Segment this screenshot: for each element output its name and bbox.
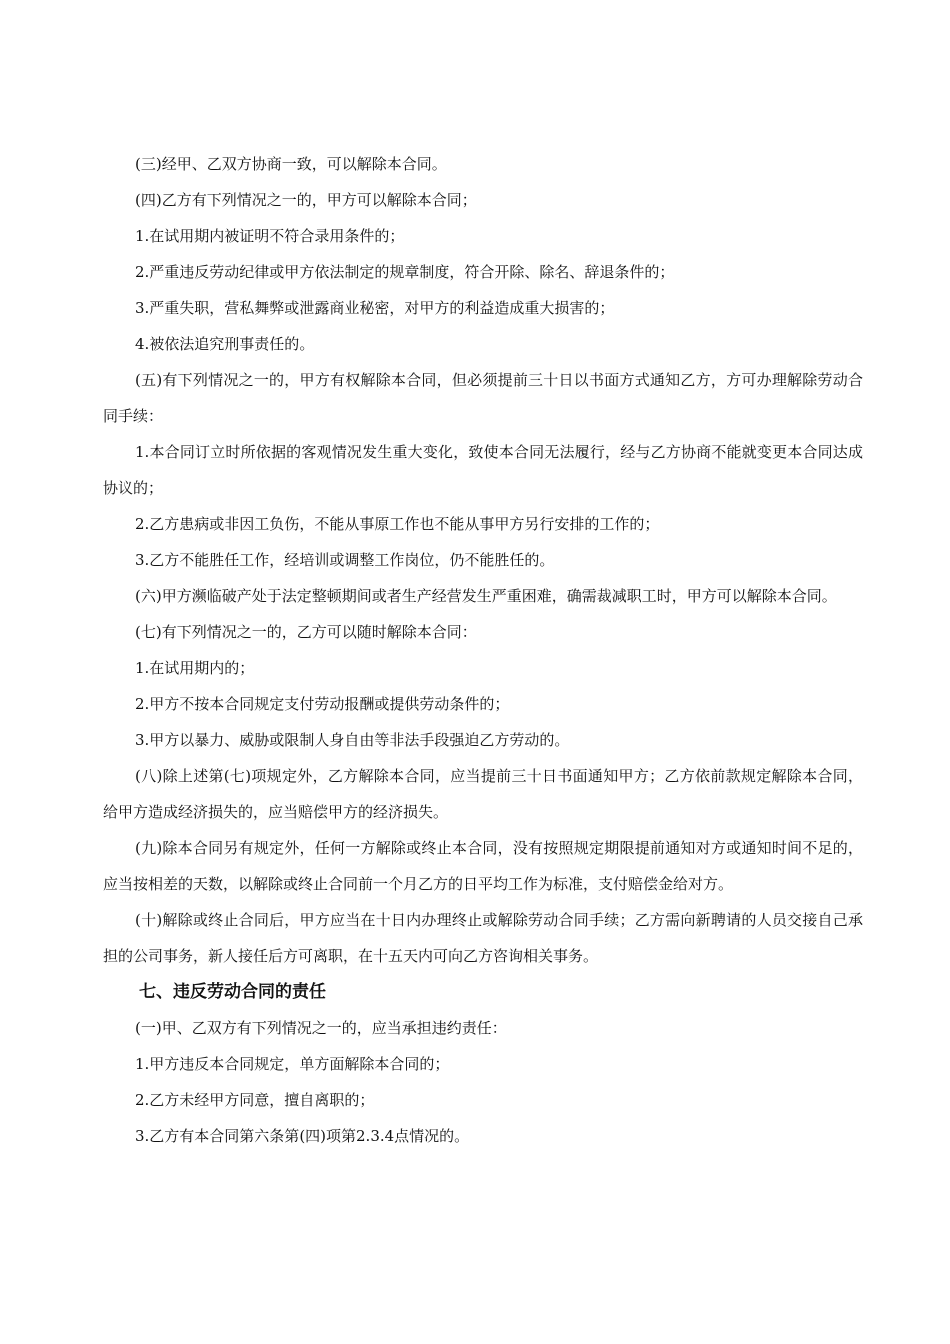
paragraph: (八)除上述第(七)项规定外，乙方解除本合同，应当提前三十日书面通知甲方；乙方依前款规定解除本合同，给甲方造成经济损失的，应当赔偿甲方的经济损失。 bbox=[103, 767, 863, 821]
document-body bbox=[103, 146, 863, 1154]
paragraph: (一)甲、乙双方有下列情况之一的，应当承担违约责任： bbox=[135, 1019, 507, 1037]
paragraph: (九)除本合同另有规定外，任何一方解除或终止本合同，没有按照规定期限提前通知对方或通知时间不足的，应当按相差的天数，以解除或终止合同前一个月乙方的日平均工作为标准，支付赔偿金给对方。 bbox=[103, 839, 863, 893]
paragraph: 4.被依法追究刑事责任的。 bbox=[135, 335, 315, 353]
paragraph: (五)有下列情况之一的，甲方有权解除本合同，但必须提前三十日以书面方式通知乙方，方可办理解除劳动合同手续： bbox=[103, 371, 863, 425]
paragraph: 3.严重失职，营私舞弊或泄露商业秘密，对甲方的利益造成重大损害的； bbox=[135, 299, 615, 317]
paragraph: 1.在试用期内被证明不符合录用条件的； bbox=[135, 227, 405, 245]
paragraph: (三)经甲、乙双方协商一致，可以解除本合同。 bbox=[135, 155, 447, 173]
paragraph: 1.甲方违反本合同规定，单方面解除本合同的； bbox=[135, 1055, 450, 1073]
section-heading: 七、违反劳动合同的责任 bbox=[139, 982, 326, 1002]
paragraph: (七)有下列情况之一的，乙方可以随时解除本合同： bbox=[135, 623, 477, 641]
paragraph: 3.甲方以暴力、威胁或限制人身自由等非法手段强迫乙方劳动的。 bbox=[135, 731, 570, 749]
paragraph: 1.在试用期内的； bbox=[135, 659, 255, 677]
paragraph: (六)甲方濒临破产处于法定整顿期间或者生产经营发生严重困难，确需裁减职工时，甲方可以解除本合同。 bbox=[135, 587, 837, 605]
paragraph: (四)乙方有下列情况之一的，甲方可以解除本合同； bbox=[135, 191, 477, 209]
paragraph: (十)解除或终止合同后，甲方应当在十日内办理终止或解除劳动合同手续；乙方需向新聘请的人员交接自己承担的公司事务，新人接任后方可离职，在十五天内可向乙方咨询相关事务。 bbox=[103, 911, 863, 965]
paragraph: 2.乙方未经甲方同意，擅自离职的； bbox=[135, 1091, 375, 1109]
paragraph: 2.严重违反劳动纪律或甲方依法制定的规章制度，符合开除、除名、辞退条件的； bbox=[135, 263, 675, 281]
paragraph: 3.乙方不能胜任工作，经培训或调整工作岗位，仍不能胜任的。 bbox=[135, 551, 555, 569]
paragraph: 1.本合同订立时所依据的客观情况发生重大变化，致使本合同无法履行，经与乙方协商不能就变更本合同达成协议的； bbox=[103, 443, 863, 497]
paragraph: 3.乙方有本合同第六条第(四)项第2.3.4点情况的。 bbox=[135, 1127, 470, 1145]
paragraph: 2.乙方患病或非因工负伤，不能从事原工作也不能从事甲方另行安排的工作的； bbox=[135, 515, 660, 533]
paragraph: 2.甲方不按本合同规定支付劳动报酬或提供劳动条件的； bbox=[135, 695, 510, 713]
